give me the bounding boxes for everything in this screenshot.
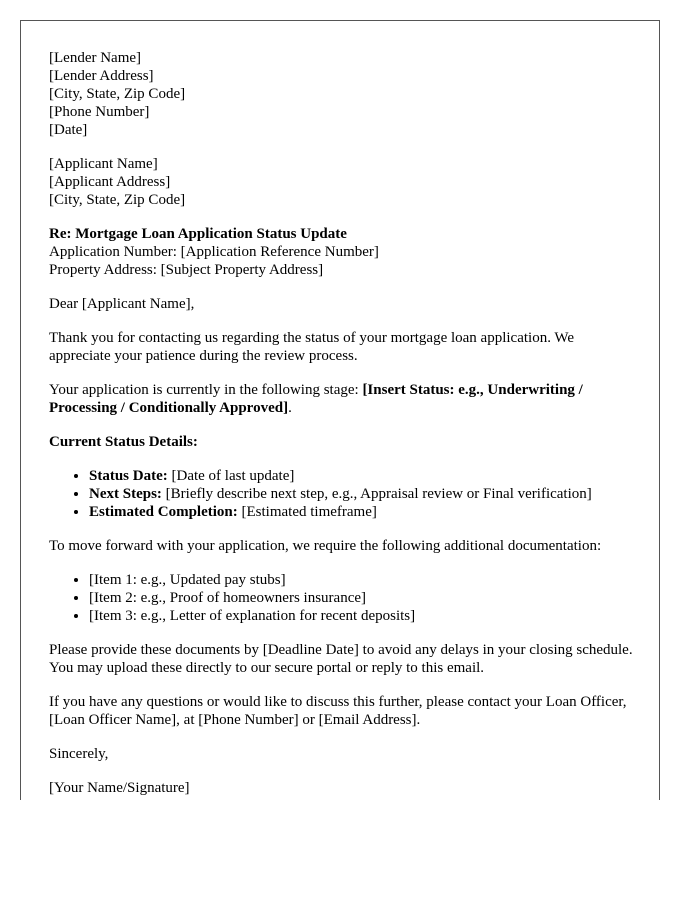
applicant-city-state-zip: [City, State, Zip Code] xyxy=(49,192,186,208)
next-steps-value: [Briefly describe next step, e.g., Appraisal review or Final verification] xyxy=(161,486,592,502)
sender-block xyxy=(49,49,639,139)
list-item: • [Item 3: e.g., Letter of explanation for recent deposits] xyxy=(89,607,639,625)
documentation-intro-paragraph: To move forward with your application, we require the following additional documentation: xyxy=(49,538,602,554)
subject-block xyxy=(49,225,639,279)
estimated-completion-value: [Estimated timeframe] xyxy=(237,504,377,520)
closing: Sincerely, xyxy=(49,746,109,762)
deadline-paragraph: Please provide these documents by [Deadline Date] to avoid any delays in your closing schedule. You may upload these directly to our secure portal or reply to this email. xyxy=(49,642,633,676)
list-item: • [Item 2: e.g., Proof of homeowners insurance] xyxy=(89,589,639,607)
status-date-value: [Date of last update] xyxy=(167,468,295,484)
contact-paragraph: If you have any questions or would like to discuss this further, please contact your Loan Officer, [Loan Officer Name], at [Phone Number] or [Email Address]. xyxy=(49,694,627,728)
stage-prefix: Your application is currently in the following stage: xyxy=(49,382,363,398)
status-date-label: Status Date: xyxy=(89,468,168,484)
list-item xyxy=(89,485,639,503)
list-item xyxy=(89,467,639,485)
lender-name: [Lender Name] xyxy=(49,50,142,66)
property-address: Property Address: [Subject Property Address] xyxy=(49,262,324,278)
salutation: Dear [Applicant Name], xyxy=(49,296,195,312)
recipient-block xyxy=(49,155,639,209)
list-item: • [Item 1: e.g., Updated pay stubs] xyxy=(89,571,639,589)
estimated-completion-label: Estimated Completion: xyxy=(89,504,238,520)
letter-page xyxy=(20,20,660,800)
lender-phone: [Phone Number] xyxy=(49,104,150,120)
letter-body xyxy=(49,49,639,797)
intro-paragraph: Thank you for contacting us regarding the status of your mortgage loan application. We appreciate your patience during the review process. xyxy=(49,330,575,364)
status-details-heading xyxy=(49,433,639,451)
letter-date: [Date] xyxy=(49,122,88,138)
application-number: Application Number: [Application Reference Number] xyxy=(49,244,379,260)
documents-list xyxy=(49,571,639,625)
stage-status: [Insert Status: e.g., Underwriting / Processing / Conditionally Approved] xyxy=(49,382,583,416)
signature-line: [Your Name/Signature] xyxy=(49,780,190,796)
status-details-list xyxy=(49,467,639,521)
applicant-name: [Applicant Name] xyxy=(49,156,158,172)
status-details-heading-text: Current Status Details: xyxy=(49,434,198,450)
stage-suffix: . xyxy=(288,400,292,416)
lender-address: [Lender Address] xyxy=(49,68,154,84)
lender-city-state-zip: [City, State, Zip Code] xyxy=(49,86,186,102)
stage-paragraph xyxy=(49,381,639,417)
next-steps-label: Next Steps: xyxy=(89,486,162,502)
subject-line: Re: Mortgage Loan Application Status Update xyxy=(49,226,347,242)
list-item xyxy=(89,503,639,521)
applicant-address: [Applicant Address] xyxy=(49,174,171,190)
